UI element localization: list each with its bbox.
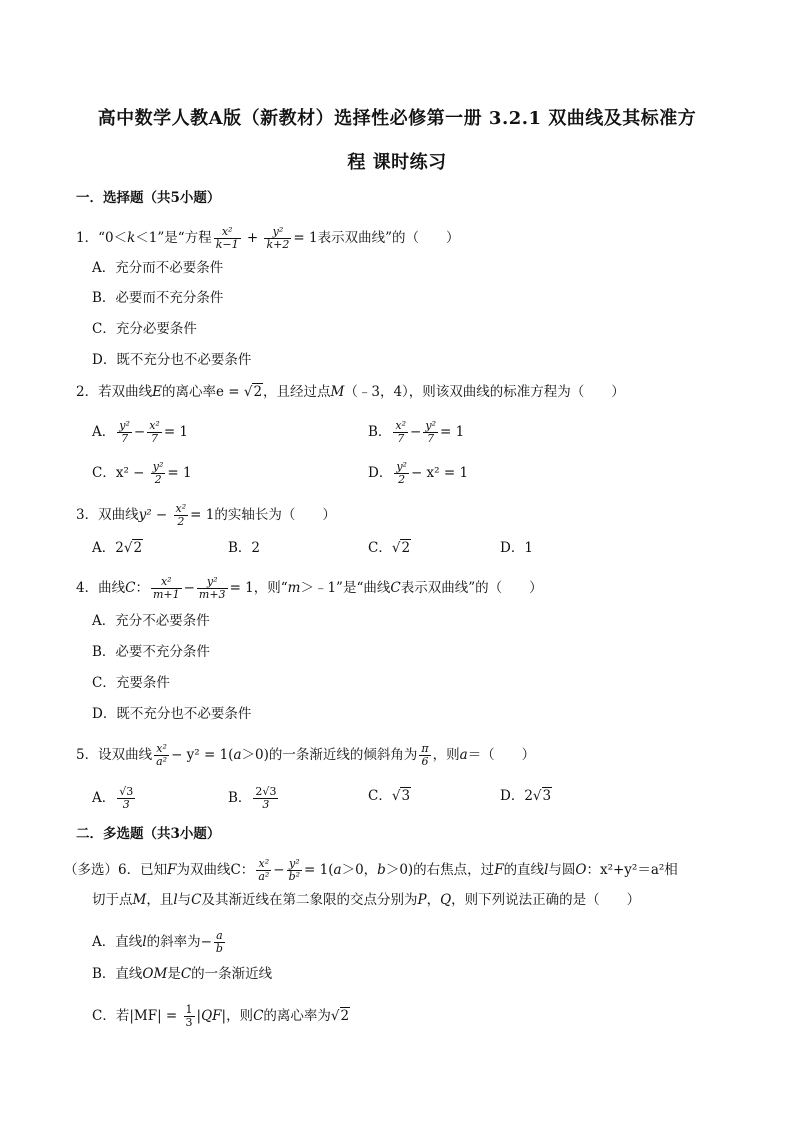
- question-1-option-a[interactable]: A．充分而不必要条件: [92, 260, 224, 276]
- question-4-stem: 4．曲线C： $\frac{\text{x²}}{m+1}$ − $\frac{\text{y²}}{m+3}$ = 1，则“m＞﹣1”是“曲线C表示双曲线”的（ ）: [76, 575, 543, 601]
- question-4-option-d[interactable]: D．既不充分也不必要条件: [92, 706, 252, 722]
- question-2-option-a[interactable]: A． $\frac{\text{y²}}{7}$ − $\frac{\text{x²}}{7}$ = 1: [92, 419, 189, 445]
- question-6-stem-line-2: 切于点M，且l与C及其渐近线在第二象限的交点分别为P，Q，则下列说法正确的是（ ）: [92, 892, 641, 908]
- section-heading-multi: 二．多选题（共3小题）: [76, 826, 221, 842]
- question-3-stem: 3．双曲线y² − $\frac{\text{x²}}{2}$ = 1的实轴长为（ ）: [76, 502, 336, 528]
- question-1-option-c[interactable]: C．充分必要条件: [92, 321, 197, 337]
- question-5-option-d[interactable]: D．2√3: [500, 788, 552, 804]
- question-4-option-c[interactable]: C．充要条件: [92, 675, 170, 691]
- question-2-option-b[interactable]: B． $\frac{\text{x²}}{7}$ − $\frac{\text{y²}}{7}$ = 1: [368, 419, 465, 445]
- question-3-option-b[interactable]: B．2: [228, 540, 261, 556]
- section-heading-choice: 一．选择题（共5小题）: [76, 190, 221, 206]
- title-line-2: 程 课时练习: [347, 152, 447, 173]
- question-2-stem: 2．若双曲线E的离心率e = √2，且经过点M（﹣3，4），则该双曲线的标准方程为（ ）: [76, 384, 625, 400]
- question-4-option-b[interactable]: B．必要不充分条件: [92, 644, 210, 660]
- question-2-option-c[interactable]: C．x² − $\frac{\text{y²}}{2}$ = 1: [92, 460, 192, 486]
- question-2-option-d[interactable]: D． $\frac{\text{y²}}{2}$ − x² = 1: [368, 460, 469, 486]
- question-5-stem: 5．设双曲线 $\frac{\text{x²}}{\text{a²}}$ − y² = 1(a＞0)的一条渐近线的倾斜角为 $\frac{\pi}{6}$ ，则a＝（ ）: [76, 742, 536, 768]
- question-5-option-b[interactable]: B． $\frac{2√3}{3}$: [228, 785, 277, 811]
- question-3-option-d[interactable]: D．1: [500, 540, 533, 556]
- question-1-option-d[interactable]: D．既不充分也不必要条件: [92, 352, 252, 368]
- question-6-option-b[interactable]: B．直线OM是C的一条渐近线: [92, 966, 273, 982]
- question-6-option-a[interactable]: A．直线l的斜率为− $\frac{a}{b}$: [92, 929, 223, 955]
- question-5-option-c[interactable]: C．√3: [368, 788, 411, 804]
- question-3-option-a[interactable]: A．2√2: [92, 540, 143, 556]
- question-6-option-c[interactable]: C．若|MF| = $\frac{1}{3}$ |QF|，则C的离心率为√2: [92, 1003, 350, 1029]
- question-3-option-c[interactable]: C．√2: [368, 540, 411, 556]
- question-6-stem-line-1: （多选）6．已知F为双曲线C： $\frac{\text{x²}}{\text{a²}}$ − $\frac{\text{y²}}{\text{b²}}$ = 1(a＞0，b＞0)的右焦点，过F的直线l与圆O：x²+y²＝a²相: [64, 857, 678, 883]
- question-1-option-b[interactable]: B．必要而不充分条件: [92, 290, 224, 306]
- title-line-1: 高中数学人教A版（新教材）选择性必修第一册 3.2.1 双曲线及其标准方: [97, 108, 697, 129]
- question-1-stem: 1．“0＜k＜1”是“方程 $\frac{\text{x²}}{k-1}$ + $\frac{\text{y²}}{k+2}$ = 1表示双曲线”的（ ）: [76, 225, 460, 251]
- question-4-option-a[interactable]: A．充分不必要条件: [92, 613, 210, 629]
- question-5-option-a[interactable]: A． $\frac{√3}{3}$: [92, 785, 134, 811]
